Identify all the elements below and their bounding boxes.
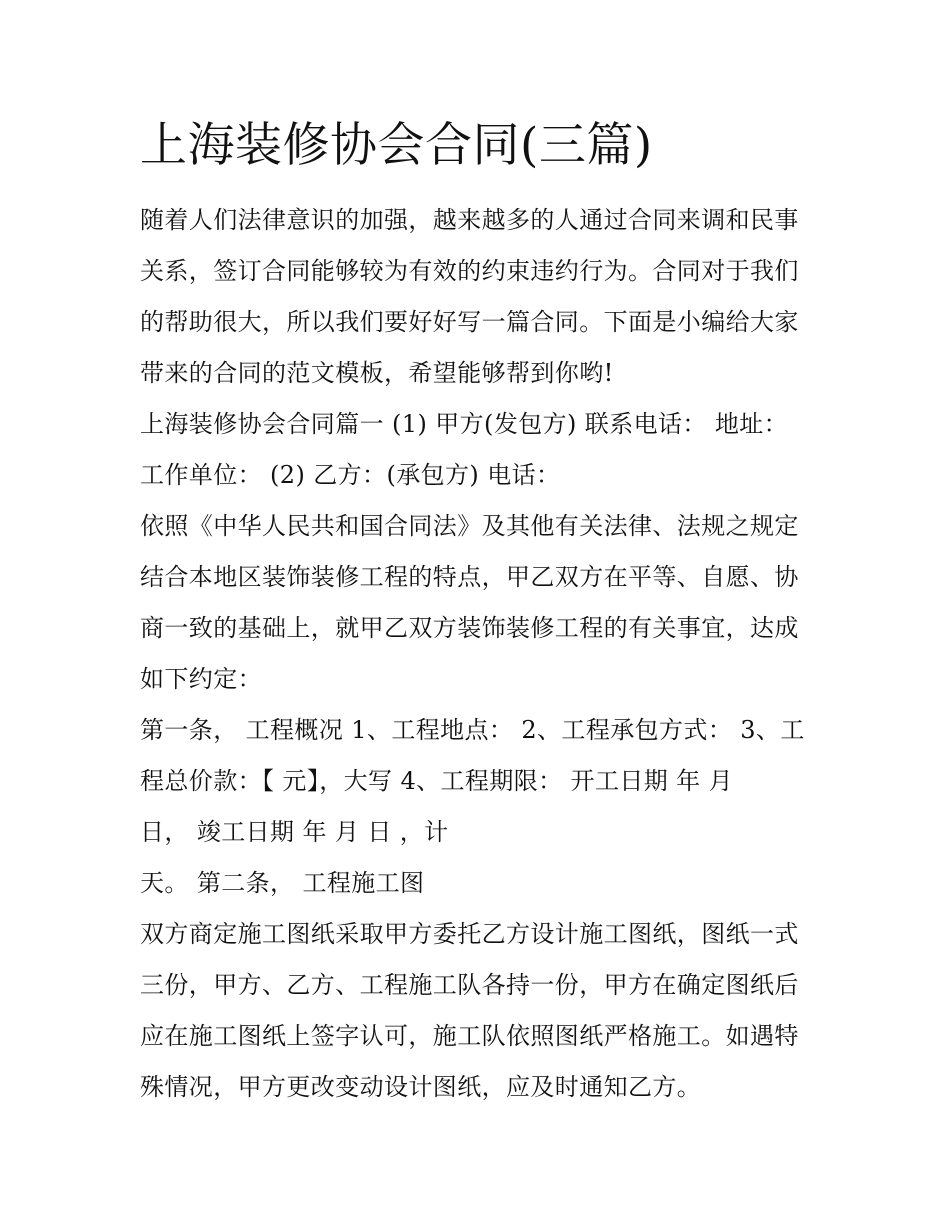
body-line: 商一致的基础上，就甲乙双方装饰装修工程的有关事宜，达成 (140, 614, 799, 642)
body-line: 结合本地区装饰装修工程的特点，甲乙双方在平等、自愿、协 (140, 563, 799, 591)
body-line: 第一条， 工程概况 1、工程地点： 2、工程承包方式： 3、工 (140, 716, 805, 744)
body-line: 关系，签订合同能够较为有效的约束违约行为。合同对于我们 (140, 257, 799, 285)
body-line: 带来的合同的范文模板，希望能够帮到你哟! (140, 359, 614, 387)
body-line: 应在施工图纸上签字认可，施工队依照图纸严格施工。如遇特 (140, 1022, 799, 1050)
body-line: 程总价款：【 元】，大写 4、工程期限： 开工日期 年 月 (140, 767, 734, 795)
body-line: 日， 竣工日期 年 月 日 ，计 (140, 818, 449, 846)
body-line: 随着人们法律意识的加强，越来越多的人通过合同来调和民事 (140, 206, 799, 234)
body-line: 三份，甲方、乙方、工程施工队各持一份，甲方在确定图纸后 (140, 971, 799, 999)
body-line: 如下约定： (140, 665, 262, 693)
body-line: 的帮助很大，所以我们要好好写一篇合同。下面是小编给大家 (140, 308, 799, 336)
document-title: 上海装修协会合同(三篇) (140, 118, 653, 173)
body-line: 工作单位： (2) 乙方：(承包方) 电话： (140, 461, 561, 489)
body-line: 殊情况，甲方更改变动设计图纸，应及时通知乙方。 (140, 1073, 702, 1101)
body-line: 依照《中华人民共和国合同法》及其他有关法律、法规之规定 (140, 512, 799, 540)
body-line: 双方商定施工图纸采取甲方委托乙方设计施工图纸，图纸一式 (140, 920, 799, 948)
body-line: 上海装修协会合同篇一 (1) 甲方(发包方) 联系电话： 地址： (140, 410, 789, 438)
body-line: 天。 第二条， 工程施工图 (140, 869, 425, 897)
